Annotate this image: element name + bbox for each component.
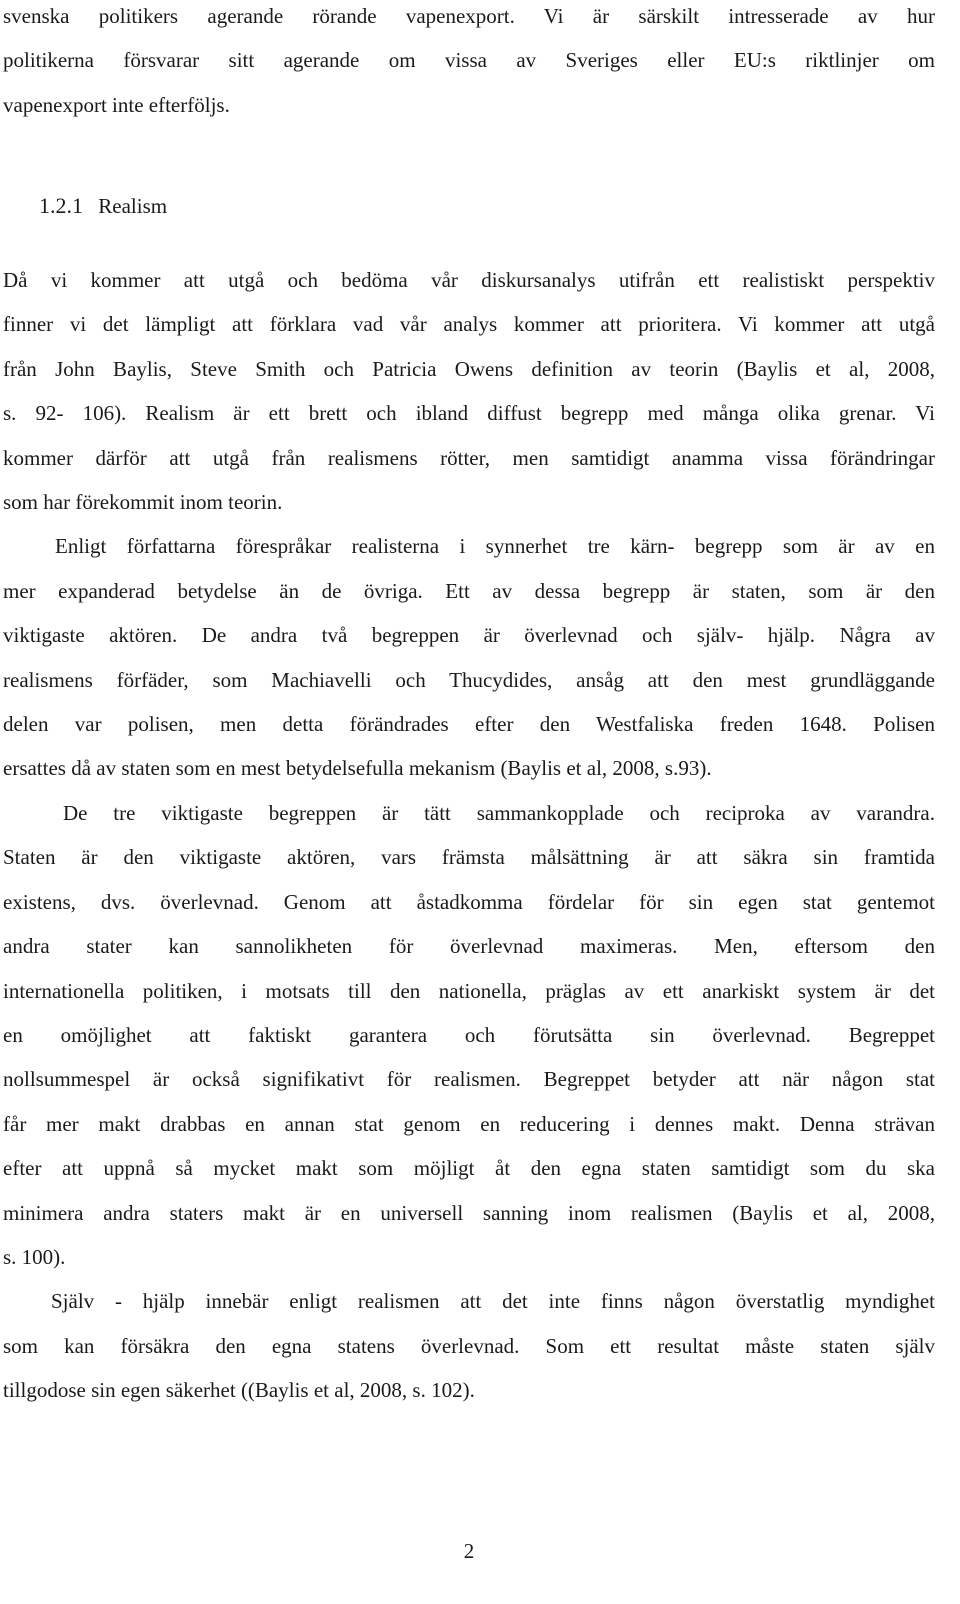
paragraph-line: ersattes då av staten som en mest betydelsefulla mekanism (Baylis et al, 2008, s.93). <box>3 756 712 781</box>
paragraph-line: Staten är den viktigaste aktören, vars främsta målsättning är att säkra sin framtida <box>3 845 935 870</box>
paragraph-line: andra stater kan sannolikheten för överlevnad maximeras. Men, eftersom den <box>3 934 935 959</box>
section-number: 1.2.1 <box>39 193 83 218</box>
paragraph-line: efter att uppnå så mycket makt som möjligt åt den egna staten samtidigt som du ska <box>3 1156 935 1181</box>
paragraph-line: finner vi det lämpligt att förklara vad vår analys kommer att prioritera. Vi kommer att utgå <box>3 312 935 337</box>
paragraph-line: minimera andra staters makt är en universell sanning inom realismen (Baylis et al, 2008, <box>3 1200 935 1225</box>
paragraph-line: en omöjlighet att faktiskt garantera och förutsätta sin överlevnad. Begreppet <box>3 1022 935 1047</box>
body-text <box>3 258 935 1413</box>
intro-line: svenska politikers agerande rörande vapenexport. Vi är särskilt intresserade av hur <box>3 4 935 28</box>
intro-paragraph <box>3 0 935 127</box>
section-title: Realism <box>98 194 168 218</box>
intro-line: vapenexport inte efterföljs. <box>3 92 230 117</box>
paragraph-line: tillgodose sin egen säkerhet ((Baylis et al, 2008, s. 102). <box>3 1378 475 1403</box>
paragraph-line: Då vi kommer att utgå och bedöma vår diskursanalys utifrån ett realistiskt perspektiv <box>3 268 935 292</box>
paragraph-line: existens, dvs. överlevnad. Genom att åstadkomma fördelar för sin egen stat gentemot <box>3 889 935 914</box>
paragraph-4 <box>3 1279 935 1412</box>
section-heading <box>39 184 167 228</box>
paragraph-line: Själv - hjälp innebär enligt realismen att det inte finns någon överstatlig myndighet <box>51 1289 935 1314</box>
paragraph-line: realismens förfäder, som Machiavelli och Thucydides, ansåg att den mest grundläggande <box>3 667 935 692</box>
paragraph-line: från John Baylis, Steve Smith och Patricia Owens definition av teorin (Baylis et al, 2008, <box>3 356 935 381</box>
paragraph-line: De tre viktigaste begreppen är tätt sammankopplade och reciproka av varandra. <box>63 800 935 825</box>
paragraph-line: s. 92- 106). Realism är ett brett och ibland diffust begrepp med många olika grenar. Vi <box>3 401 935 426</box>
paragraph-2 <box>3 524 935 790</box>
paragraph-1 <box>3 258 935 524</box>
paragraph-line: får mer makt drabbas en annan stat genom en reducering i dennes makt. Denna strävan <box>3 1111 935 1136</box>
paragraph-line: som kan försäkra den egna statens överlevnad. Som ett resultat måste staten själv <box>3 1333 935 1358</box>
paragraph-line: Enligt författarna förespråkar realisterna i synnerhet tre kärn- begrepp som är av en <box>55 534 935 559</box>
paragraph-line: mer expanderad betydelse än de övriga. Ett av dessa begrepp är staten, som är den <box>3 578 935 603</box>
paragraph-line: delen var polisen, men detta förändrades efter den Westfaliska freden 1648. Polisen <box>3 712 935 737</box>
intro-line: politikerna försvarar sitt agerande om vissa av Sveriges eller EU:s riktlinjer om <box>3 48 935 73</box>
paragraph-line: internationella politiken, i motsats till den nationella, präglas av ett anarkiskt system är det <box>3 978 935 1003</box>
paragraph-3 <box>3 791 935 1279</box>
paragraph-line: viktigaste aktören. De andra två begreppen är överlevnad och själv- hjälp. Några av <box>3 623 935 648</box>
paragraph-line: s. 100). <box>3 1244 66 1269</box>
paragraph-line: som har förekommit inom teorin. <box>3 490 283 515</box>
paragraph-line: nollsummespel är också signifikativt för realismen. Begreppet betyder att när någon stat <box>3 1067 935 1092</box>
page-number: 2 <box>463 1539 475 1563</box>
paragraph-line: kommer därför att utgå från realismens rötter, men samtidigt anamma vissa förändringar <box>3 445 935 470</box>
